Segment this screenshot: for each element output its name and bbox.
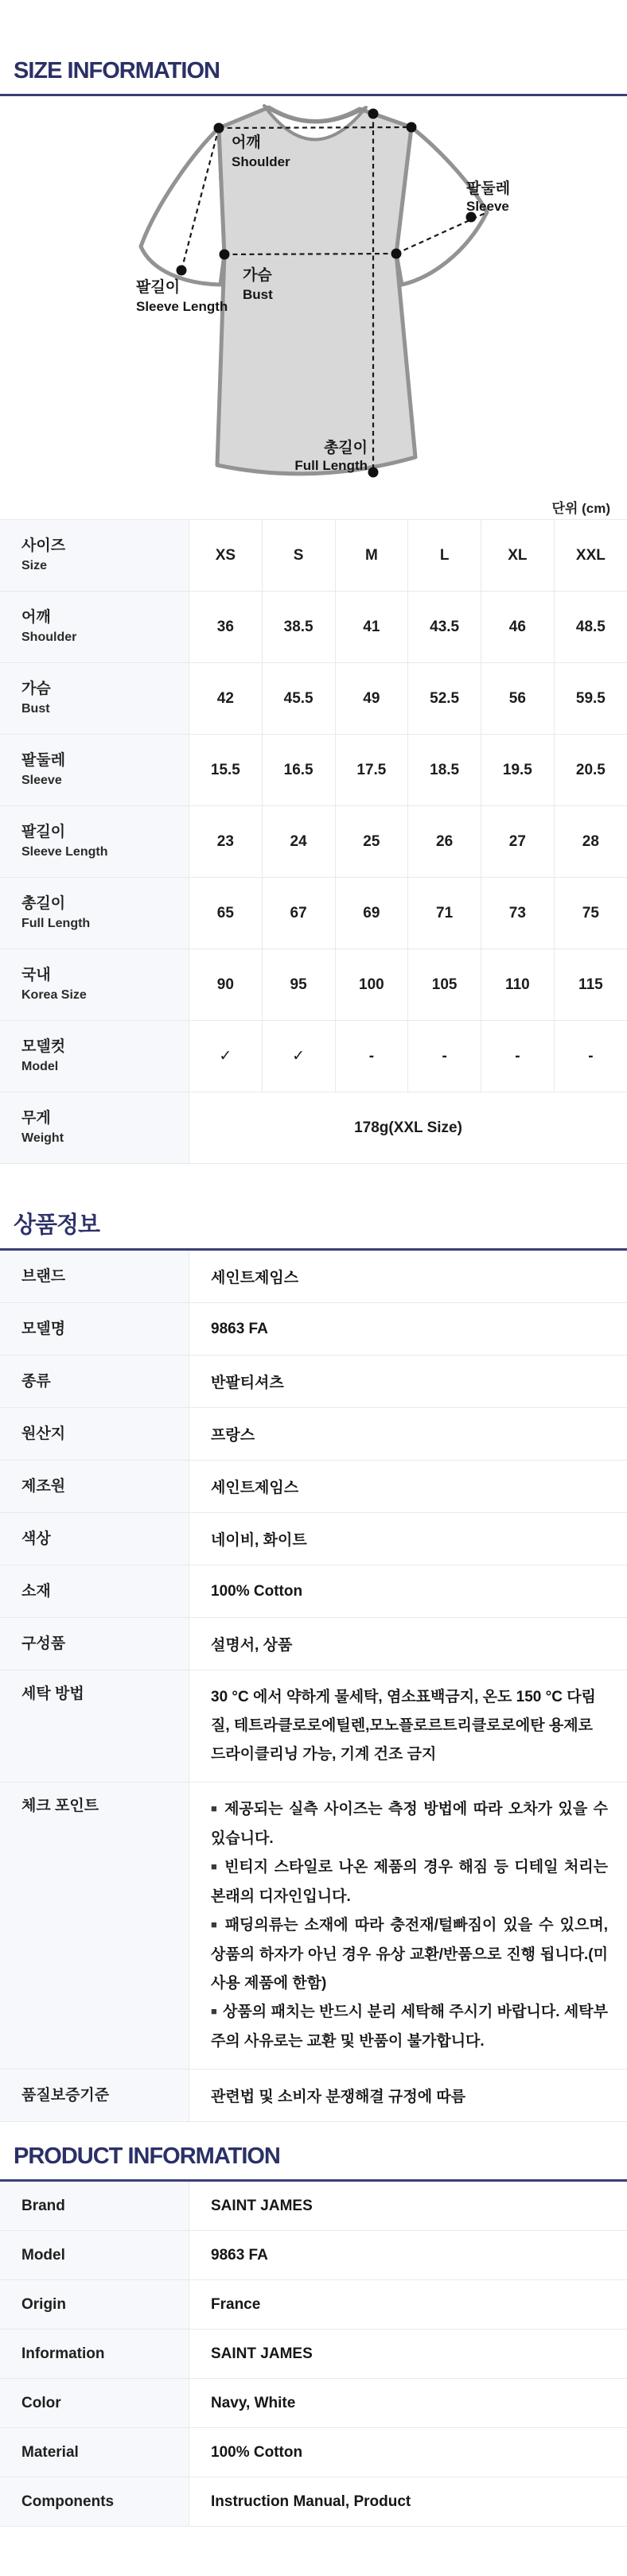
info-row-color: 색상 네이비, 화이트 (0, 1513, 627, 1565)
size-cell: 26 (408, 806, 481, 878)
check-points (189, 1783, 627, 2070)
info-row-check-points: 체크 포인트 ■ 제공되는 실측 사이즈는 측정 방법에 따라 오차가 있을 수 있습니다. ■ 빈티지 스타일로 나온 제품의 경우 해짐 등 디테일 처리는 본래의 디자인입니다. ■ 패딩의류는 소재에 따라 충전재/털빠짐이 있을 수 있으며, 상품의 하자가 아닌 경우 유상 교환/반품으로 진행 됩니다.(미사용 제품에 한함) ■ 상품의 패치는 반드시 분리 세탁해 주시기 바랍니다. 세탁부주의 사유로는 교환 및 반품이 불가합니다. (0, 1783, 627, 2070)
bullet-square-icon: ■ (211, 1802, 219, 1814)
size-cell: 49 (335, 663, 408, 735)
product-info-en-table (0, 2182, 627, 2527)
sleeve-length-label-kr: 팔길이 (136, 277, 180, 296)
size-header-row (0, 520, 627, 592)
size-cell: 115 (554, 949, 627, 1021)
info-row-components: 구성품 설명서, 상품 (0, 1618, 627, 1670)
size-cell: 43.5 (408, 592, 481, 663)
size-cell: 110 (481, 949, 555, 1021)
info-value: 프랑스 (189, 1408, 627, 1461)
tshirt-left-sleeve (141, 128, 224, 285)
bust-label-en: Bust (243, 287, 273, 302)
info-value: 9863 FA (189, 2231, 627, 2280)
wash-instructions: 30 °C 에서 약하게 물세탁, 염소표백금지, 온도 150 °C 다림질, 테트라클로로에틸렌,모노플로르트리클로로에탄 용제로 드라이클리닝 가능, 기계 건조 금지 (189, 1670, 627, 1783)
size-cell: 38.5 (262, 592, 335, 663)
info-value: SAINT JAMES (189, 2330, 627, 2379)
model-check-cell: - (335, 1021, 408, 1092)
sleeve-label-en: Sleeve (466, 199, 509, 214)
info-value: 100% Cotton (189, 1565, 627, 1618)
sleeve-length-label-en: Sleeve Length (136, 299, 228, 314)
section-divider (0, 94, 627, 96)
info-value: 세인트제임스 (189, 1461, 627, 1513)
size-cell: 18.5 (408, 735, 481, 806)
info-value: 세인트제임스 (189, 1251, 627, 1303)
size-cell: 46 (481, 592, 555, 663)
info-row-material-en: Material 100% Cotton (0, 2428, 627, 2477)
size-cell: 73 (481, 878, 555, 949)
product-info-en-title: PRODUCT INFORMATION (0, 2144, 627, 2168)
size-cell: 23 (189, 806, 263, 878)
sleeve-label-kr: 팔둘레 (466, 179, 510, 197)
info-row-warranty: 품질보증기준 관련법 및 소비자 분쟁해결 규정에 따름 (0, 2070, 627, 2122)
info-value: 네이비, 화이트 (189, 1513, 627, 1565)
size-cell: 90 (189, 949, 263, 1021)
info-value: 100% Cotton (189, 2428, 627, 2477)
info-row-material: 소재 100% Cotton (0, 1565, 627, 1618)
size-cell: 19.5 (481, 735, 555, 806)
size-cell: 45.5 (262, 663, 335, 735)
size-cell: 100 (335, 949, 408, 1021)
info-row-model: 모델명 9863 FA (0, 1303, 627, 1356)
info-value: 반팔티셔츠 (189, 1356, 627, 1408)
info-row-model-en: Model 9863 FA (0, 2231, 627, 2280)
size-cell: 28 (554, 806, 627, 878)
size-cell: 105 (408, 949, 481, 1021)
check-point-item: ■ 빈티지 스타일로 나온 제품의 경우 해짐 등 디테일 처리는 본래의 디자인입니다. (211, 1853, 608, 1911)
size-cell: 20.5 (554, 735, 627, 806)
size-cell: 59.5 (554, 663, 627, 735)
size-col-header: M (335, 520, 408, 592)
full-length-label-kr: 총길이 (324, 438, 368, 456)
info-value: 9863 FA (189, 1303, 627, 1356)
size-cell: 48.5 (554, 592, 627, 663)
bullet-square-icon: ■ (211, 1860, 219, 1872)
info-row-origin-en: Origin France (0, 2280, 627, 2330)
size-row-sleeve-length: 팔길이 Sleeve Length 23 24 25 26 27 28 (0, 806, 627, 878)
full-length-label-en: Full Length (294, 458, 368, 473)
info-row-information-en: Information SAINT JAMES (0, 2330, 627, 2379)
size-table (0, 519, 627, 1164)
weight-value-cell: 178g(XXL Size) (189, 1092, 627, 1164)
info-row-brand-en: Brand SAINT JAMES (0, 2182, 627, 2231)
size-cell: 69 (335, 878, 408, 949)
info-value: SAINT JAMES (189, 2182, 627, 2231)
size-cell: 27 (481, 806, 555, 878)
info-value: 설명서, 상품 (189, 1618, 627, 1670)
model-check-cell: ✓ (189, 1021, 263, 1092)
size-cell: 36 (189, 592, 263, 663)
shoulder-label-en: Shoulder (232, 154, 290, 169)
size-cell: 17.5 (335, 735, 408, 806)
size-cell: 95 (262, 949, 335, 1021)
size-cell: 52.5 (408, 663, 481, 735)
check-point-item: ■ 제공되는 실측 사이즈는 측정 방법에 따라 오차가 있을 수 있습니다. (211, 1795, 608, 1853)
info-value: 관련법 및 소비자 분쟁해결 규정에 따름 (189, 2070, 627, 2122)
info-row-origin: 원산지 프랑스 (0, 1408, 627, 1461)
shoulder-label-kr: 어깨 (232, 133, 261, 151)
check-point-item: ■ 상품의 패치는 반드시 분리 세탁해 주시기 바랍니다. 세탁부주의 사유로는 교환 및 반품이 불가합니다. (211, 1998, 608, 2056)
units-label: 단위 (cm) (0, 499, 627, 519)
size-cell: 75 (554, 878, 627, 949)
size-cell: 56 (481, 663, 555, 735)
size-header-label-cell: 사이즈 Size (0, 520, 189, 592)
model-check-cell: - (481, 1021, 555, 1092)
model-check-cell: ✓ (262, 1021, 335, 1092)
size-cell: 15.5 (189, 735, 263, 806)
tshirt-measurement-diagram (0, 99, 627, 497)
model-check-cell: - (554, 1021, 627, 1092)
size-row-bust: 가슴 Bust 42 45.5 49 52.5 56 59.5 (0, 663, 627, 735)
size-cell: 42 (189, 663, 263, 735)
size-row-shoulder: 어깨 Shoulder 36 38.5 41 43.5 46 48.5 (0, 592, 627, 663)
info-value: Navy, White (189, 2379, 627, 2428)
info-value: Instruction Manual, Product (189, 2477, 627, 2527)
info-row-wash: 세탁 방법 30 °C 에서 약하게 물세탁, 염소표백금지, 온도 150 °C 다림질, 테트라클로로에틸렌,모노플로르트리클로로에탄 용제로 드라이클리닝 가능, 기계 건조 금지 (0, 1670, 627, 1783)
size-cell: 65 (189, 878, 263, 949)
product-info-kr-table (0, 1251, 627, 2122)
size-row-korea-size: 국내 Korea Size 90 95 100 105 110 115 (0, 949, 627, 1021)
size-col-header: XS (189, 520, 263, 592)
size-cell: 67 (262, 878, 335, 949)
size-col-header: L (408, 520, 481, 592)
size-row-model: 모델컷 Model ✓ ✓ - - - - (0, 1021, 627, 1092)
info-row-manufacturer: 제조원 세인트제임스 (0, 1461, 627, 1513)
model-check-cell: - (408, 1021, 481, 1092)
bullet-square-icon: ■ (211, 2005, 217, 2017)
size-cell: 24 (262, 806, 335, 878)
info-row-color-en: Color Navy, White (0, 2379, 627, 2428)
info-row-type: 종류 반팔티셔츠 (0, 1356, 627, 1408)
size-cell: 71 (408, 878, 481, 949)
info-row-components-en: Components Instruction Manual, Product (0, 2477, 627, 2527)
size-information-title: SIZE INFORMATION (0, 0, 627, 83)
check-point-item: ■ 패딩의류는 소재에 따라 충전재/털빠짐이 있을 수 있으며, 상품의 하자가 아닌 경우 유상 교환/반품으로 진행 됩니다.(미사용 제품에 한함) (211, 1911, 608, 1998)
bullet-square-icon: ■ (211, 1918, 220, 1930)
info-value: France (189, 2280, 627, 2330)
size-col-header: XL (481, 520, 555, 592)
size-cell: 25 (335, 806, 408, 878)
info-row-brand: 브랜드 세인트제임스 (0, 1251, 627, 1303)
product-info-kr-title: 상품정보 (0, 1213, 627, 1237)
size-row-sleeve: 팔둘레 Sleeve 15.5 16.5 17.5 18.5 19.5 20.5 (0, 735, 627, 806)
size-col-header: S (262, 520, 335, 592)
size-row-weight: 무게 Weight 178g(XXL Size) (0, 1092, 627, 1164)
size-col-header: XXL (554, 520, 627, 592)
size-cell: 16.5 (262, 735, 335, 806)
bust-label-kr: 가슴 (243, 266, 272, 284)
size-row-full-length: 총길이 Full Length 65 67 69 71 73 75 (0, 878, 627, 949)
size-cell: 41 (335, 592, 408, 663)
